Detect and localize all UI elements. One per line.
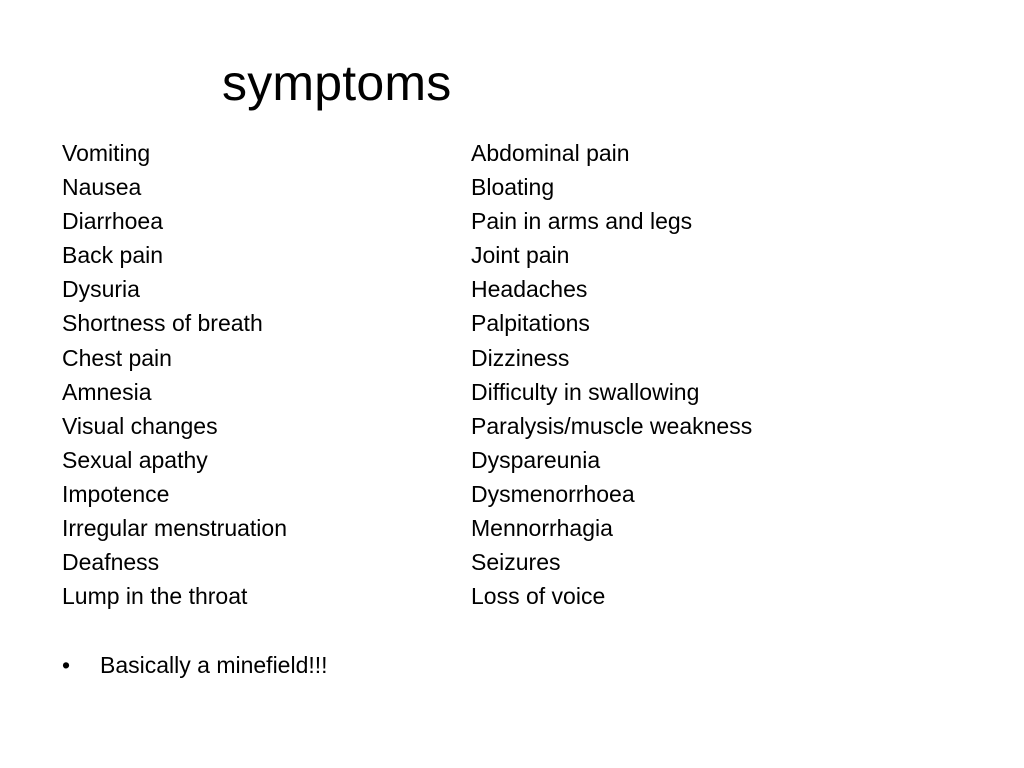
symptom-item: Chest pain: [62, 344, 172, 371]
symptom-item: Lump in the throat: [62, 583, 248, 610]
symptom-item: Difficulty in swallowing: [471, 378, 700, 405]
symptom-item: Bloating: [471, 174, 555, 201]
symptom-item: Seizures: [471, 549, 561, 576]
symptom-item: Mennorrhagia: [471, 515, 613, 542]
symptom-item: Dizziness: [471, 344, 570, 371]
symptom-item: Diarrhoea: [62, 208, 163, 235]
symptom-item: Headaches: [471, 276, 588, 303]
symptom-item: Dysmenorrhoea: [471, 480, 635, 507]
bullet-icon: •: [62, 652, 71, 678]
symptom-item: Loss of voice: [471, 583, 606, 610]
symptom-list-left: [62, 136, 287, 613]
bullet-text: Basically a minefield!!!: [100, 652, 328, 678]
symptom-item: Nausea: [62, 174, 142, 201]
symptom-item: Shortness of breath: [62, 310, 263, 337]
symptom-item: Palpitations: [471, 310, 590, 337]
symptom-item: Dysuria: [62, 276, 140, 303]
symptom-item: Sexual apathy: [62, 446, 208, 473]
symptom-item: Deafness: [62, 549, 160, 576]
slide-title: symptoms: [222, 55, 452, 111]
symptom-list-right: [471, 136, 752, 613]
symptom-item: Dyspareunia: [471, 446, 601, 473]
symptom-item: Pain in arms and legs: [471, 208, 693, 235]
symptom-item: Vomiting: [62, 140, 151, 166]
symptom-item: Paralysis/muscle weakness: [471, 412, 753, 439]
symptom-item: Amnesia: [62, 378, 152, 405]
symptom-item: Abdominal pain: [471, 140, 630, 166]
symptom-item: Impotence: [62, 480, 170, 507]
symptom-item: Back pain: [62, 242, 164, 269]
symptom-item: Visual changes: [62, 412, 218, 439]
symptom-item: Irregular menstruation: [62, 515, 287, 542]
symptom-item: Joint pain: [471, 242, 570, 269]
